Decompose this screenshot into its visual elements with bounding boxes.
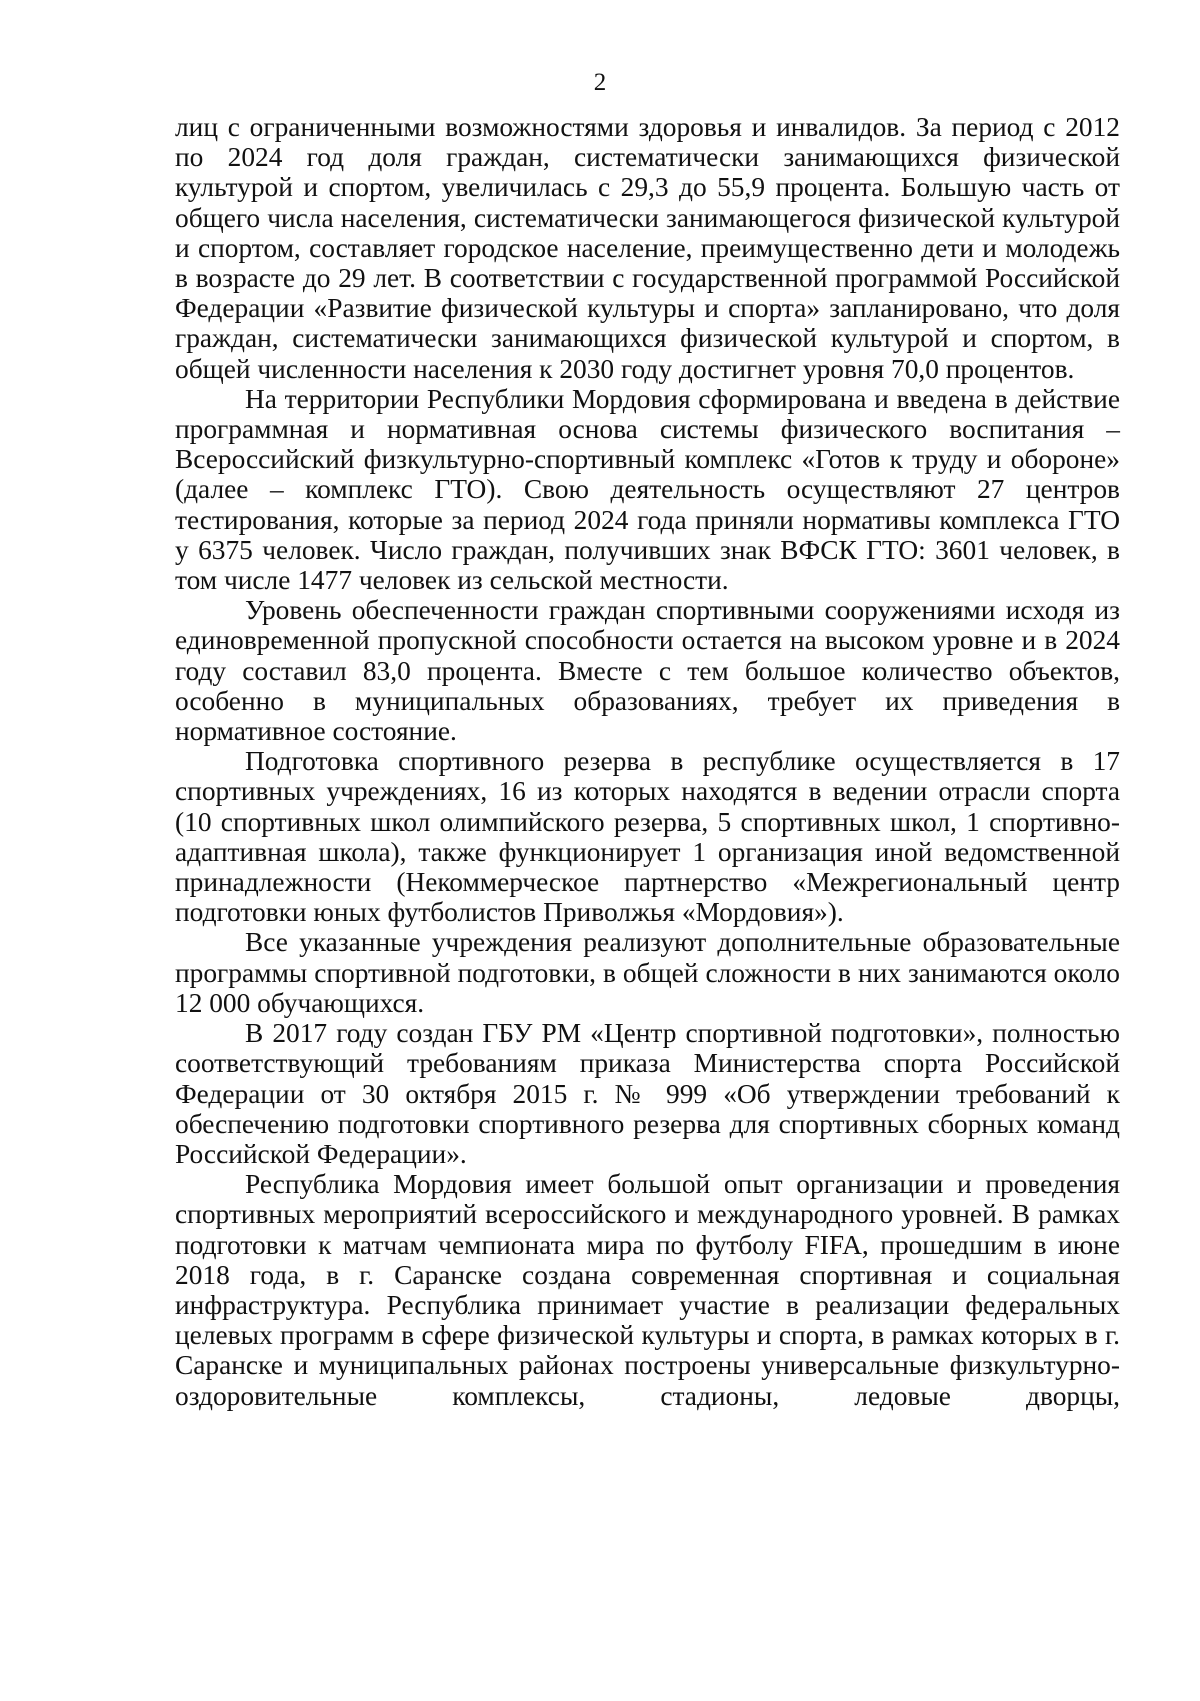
paragraph-sports-events: Республика Мордовия имеет большой опыт организации и проведения спортивных мероприятий всероссийского и международного уровней. В рамках подготовки к матчам чемпионата мира по футболу FIFA, прошедшим в июне 2018 года, в г. Саранске создана современная спортивная и социальная инфраструктура. Республика принимает участие в реализации федеральных целевых программ в сфере физической культуры и спорта, в рамках которых в г. Саранске и муниципальных районах построены универсальные физкультурно-оздоровительные комплексы, стадионы, ледовые дворцы, xyxy=(175,1169,1120,1411)
paragraph-gto-complex: На территории Республики Мордовия сформирована и введена в действие программная и нормативная основа системы физического воспитания – Всероссийский физкультурно-спортивный комплекс «Готов к труду и обороне» (далее – комплекс ГТО). Свою деятельность осуществляют 27 центров тестирования, которые за период 2024 года приняли нормативы комплекса ГТО у 6375 человек. Число граждан, получивших знак ВФСК ГТО: 3601 человек, в том числе 1477 человек из сельской местности. xyxy=(175,383,1120,596)
page-number: 2 xyxy=(593,69,607,96)
paragraph-sports-facilities: Уровень обеспеченности граждан спортивными сооружениями исходя из единовременной пропускной способности остается на высоком уровне и в 2024 году составил 83,0 процента. Вместе с тем большое количество объектов, особенно в муниципальных образованиях, требует их приведения в нормативное состояние. xyxy=(175,595,1120,747)
paragraph-sports-reserve: Подготовка спортивного резерва в республике осуществляется в 17 спортивных учреждениях, 16 из которых находятся в ведении отрасли спорта (10 спортивных школ олимпийского резерва, 5 спортивных школ, 1 спортивно-адаптивная школа), также функционирует 1 организация иной ведомственной принадлежности (Некоммерческое партнерство «Межрегиональный центр подготовки юных футболистов Приволжья «Мордовия»). xyxy=(175,746,1120,928)
paragraph-educational-programs: Все указанные учреждения реализуют дополнительные образовательные программы спортивной подготовки, в общей сложности в них занимаются около 12 000 обучающихся. xyxy=(175,927,1120,1018)
paragraph-disabled-persons-sport-share: лиц с ограниченными возможностями здоровья и инвалидов. За период с 2012 по 2024 год доля граждан, систематически занимающихся физической культурой и спортом, увеличилась с 29,3 до 55,9 процента. Большую часть от общего числа населения, систематически занимающегося физической культурой и спортом, составляет городское население, преимущественно дети и молодежь в возрасте до 29 лет. В соответствии с государственной программой Российской Федерации «Развитие физической культуры и спорта» запланировано, что доля граждан, систематически занимающихся физической культурой и спортом, в общей численности населения к 2030 году достигнет уровня 70,0 процентов. xyxy=(175,112,1120,384)
paragraph-training-center: В 2017 году создан ГБУ РМ «Центр спортивной подготовки», полностью соответствующий требованиям приказа Министерства спорта Российской Федерации от 30 октября 2015 г. № 999 «Об утверждении требований к обеспечению подготовки спортивного резерва для спортивных сборных команд Российской Федерации». xyxy=(175,1018,1120,1169)
body-text xyxy=(175,112,1120,1411)
